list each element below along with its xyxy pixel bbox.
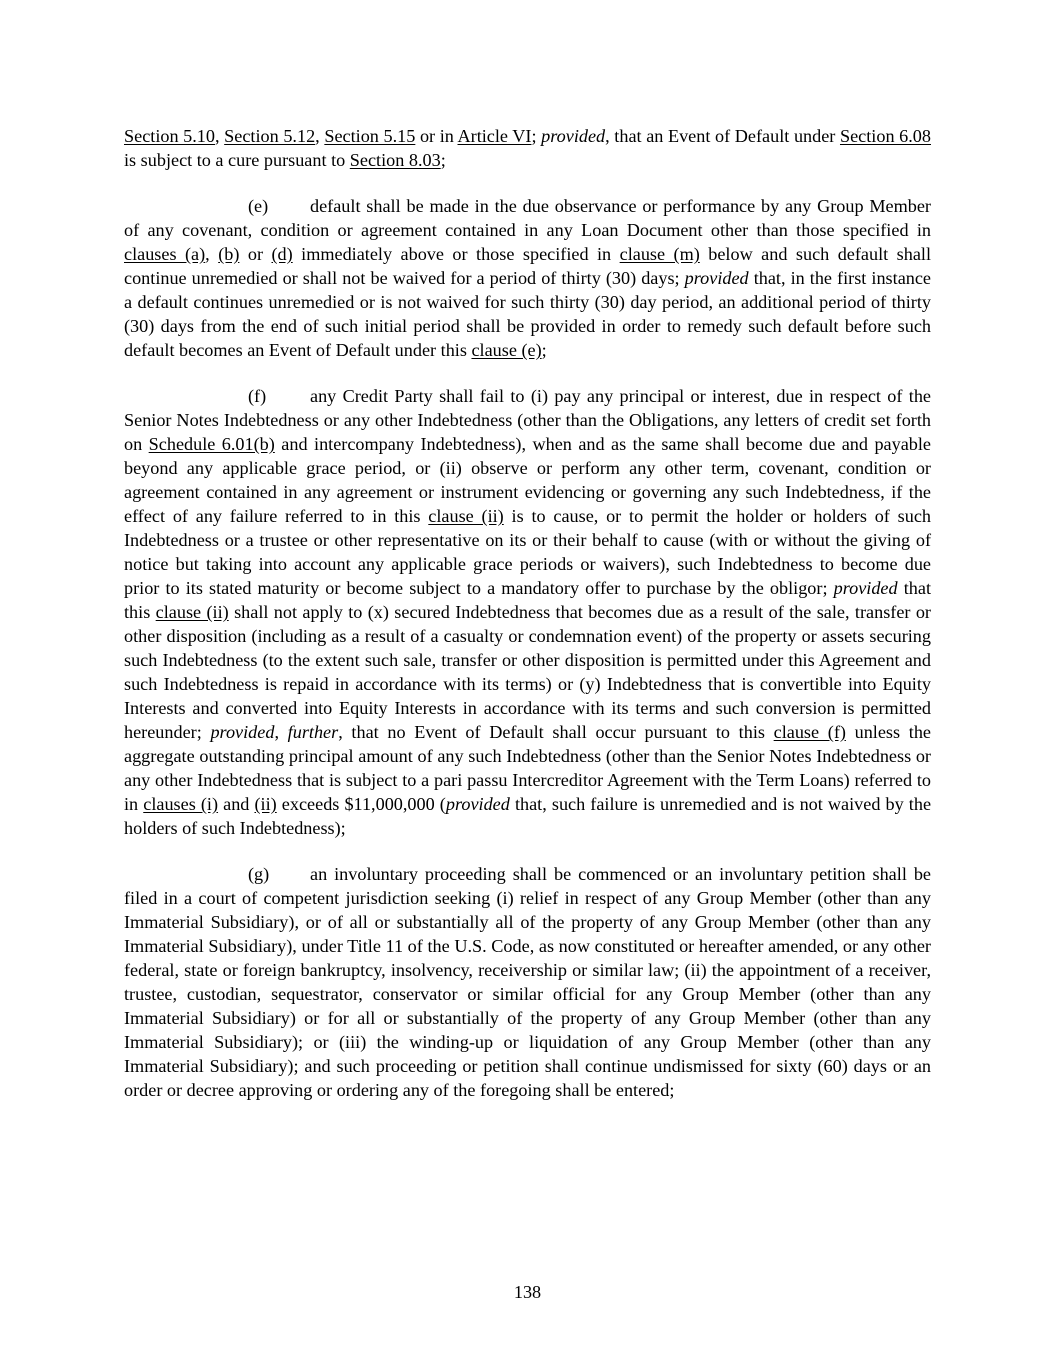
page-number: 138 <box>513 1282 542 1302</box>
paragraph-continuation: Section 5.10, Section 5.12, Section 5.15 or in Article VI; provided, that an Event of Default under Section 6.08 is subject to a cure pursuant to Section 8.03; <box>124 126 931 170</box>
section-5-15-ref: Section 5.15 <box>324 126 416 146</box>
clause-e-paragraph: (e) default shall be made in the due observance or performance by any Group Member of any covenant, condition or agreement contained in any Loan Document other than those specified in clauses (a), (b) or (d) immediately above or those specified in clause (m) below and such default shall continue unremedied or shall not be waived for a period of thirty (30) days; provided that, in the first instance a default continues unremedied or is not waived for such thirty (30) day period, an additional period of thirty (30) days from the end of such initial period shall be provided in order to remedy such default before such default becomes an Event of Default under this clause (e); <box>124 196 932 360</box>
clause-g-paragraph: (g) an involuntary proceeding shall be commenced or an involuntary petition shall be filed in a court of competent jurisdiction seeking (i) relief in respect of any Group Member (other than any Immaterial Subsidiary), or of all or substantially all of the property of any Group Member (other than any Immaterial Subsidiary), under Title 11 of the U.S. Code, as now constituted or hereafter amended, or any other federal, state or foreign bankruptcy, insolvency, receivership or similar law; (ii) the appointment of a receiver, trustee, custodian, sequestrator, conservator or similar official for any Group Member (other than any Immaterial Subsidiary) or for all or substantially of the property of any Group Member (other than any Immaterial Subsidiary); or (iii) the winding-up or liquidation of any Group Member (other than any Immaterial Subsidiary); and such proceeding or petition shall continue undismissed for sixty (60) days or an order or decree approving or ordering any of the foregoing shall be entered; <box>124 864 931 1100</box>
section-8-03-ref: Section 8.03 <box>349 150 441 170</box>
clause-g-label: (g) <box>248 864 270 884</box>
clause-e-label: (e) <box>248 196 269 216</box>
clause-f-paragraph: (f) any Credit Party shall fail to (i) pay any principal or interest, due in respect of the Senior Notes Indebtedness or any other Indebtedness (other than the Obligations, any letters of credit set forth on Schedule 6.01(b) and intercompany Indebtedness), when and as the same shall become due and payable beyond any applicable grace period, or (ii) observe or perform any other term, covenant, condition or agreement contained in any agreement or instrument evidencing or governing any such Indebtedness, if the effect of any failure referred to in this clause (ii) is to cause, or to permit the holder or holders of such Indebtedness or a trustee or other representative on its or their behalf to cause (with or without the giving of notice but taking into account any applicable grace periods or waivers), such Indebtedness to become due prior to its stated maturity or become subject to a mandatory offer to purchase by the obligor; provided that this clause (ii) shall not apply to (x) secured Indebtedness that becomes due as a result of the sale, transfer or other disposition (including as a result of a casualty or condemnation event) of the property or assets securing such Indebtedness (to the extent such sale, transfer or other disposition is permitted under this Agreement and such Indebtedness is repaid in accordance with its terms) or (y) Indebtedness that is convertible into Equity Interests and converted into Equity Interests in accordance with its terms and such conversion is permitted hereunder; provided, further, that no Event of Default shall occur pursuant to this clause (f) unless the aggregate outstanding principal amount of any such Indebtedness (other than the Senior Notes Indebtedness or any other Indebtedness that is subject to a pari passu Intercreditor Agreement with the Term Loans) referred to in clauses (i) and (ii) exceeds $11,000,000 (provided that, such failure is unremedied and is not waived by the holders of such Indebtedness); <box>124 386 932 838</box>
article-vi-ref: Article VI <box>457 126 532 146</box>
section-5-12-ref: Section 5.12 <box>224 126 316 146</box>
section-6-08-ref: Section 6.08 <box>839 126 931 146</box>
section-5-10-ref: Section 5.10 <box>124 126 215 146</box>
clause-f-label: (f) <box>248 386 267 406</box>
